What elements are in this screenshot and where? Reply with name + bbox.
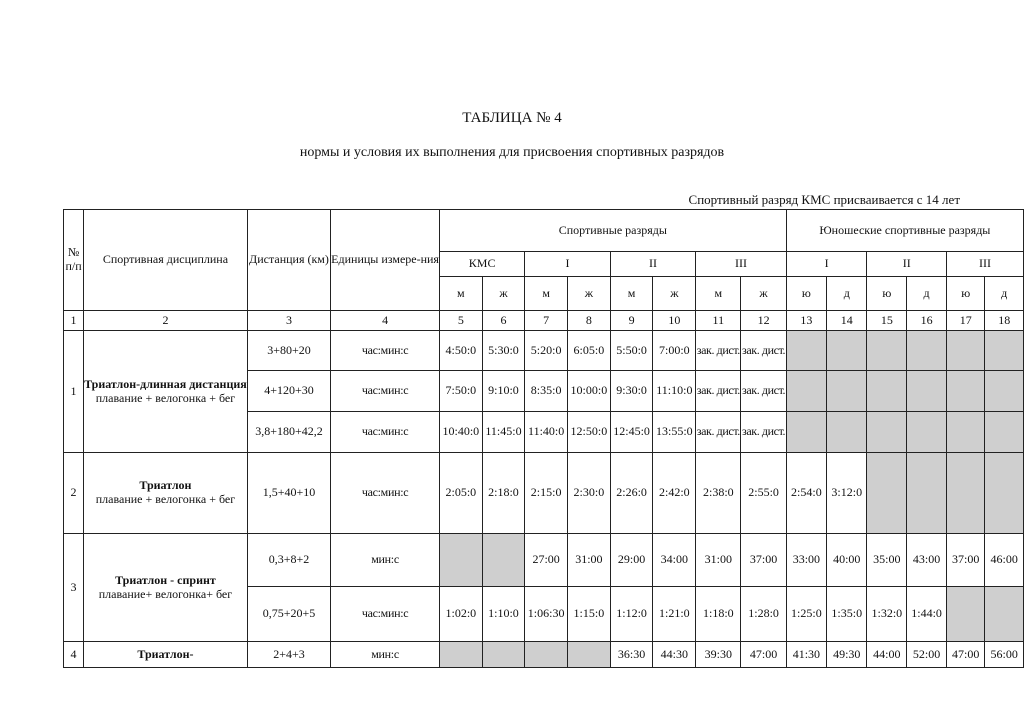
empty-shaded-cell [482, 534, 525, 587]
header-rank-2: II [610, 252, 695, 277]
unit-cell: час:мин:с [331, 331, 440, 371]
norm-value-cell: 10:00:0 [568, 371, 611, 412]
norm-value-cell: 49:30 [827, 642, 867, 668]
distance-cell: 0,75+20+5 [247, 587, 330, 642]
norm-value-cell: 27:00 [525, 534, 568, 587]
empty-shaded-cell [907, 412, 947, 453]
norm-value-cell: 31:00 [696, 534, 741, 587]
norm-value-cell: 1:10:0 [482, 587, 525, 642]
norm-value-cell: 11:45:0 [482, 412, 525, 453]
norm-value-cell: 3:12:0 [827, 453, 867, 534]
norm-value-cell: 7:00:0 [653, 331, 696, 371]
norm-value-cell: 1:32:0 [867, 587, 907, 642]
unit-cell: мин:с [331, 534, 440, 587]
empty-shaded-cell [907, 453, 947, 534]
column-number: 7 [525, 311, 568, 331]
header-female: ж [741, 277, 786, 311]
norm-value-cell: 29:00 [610, 534, 653, 587]
unit-cell: мин:с [331, 642, 440, 668]
discipline-name [84, 642, 248, 668]
table-title: ТАБЛИЦА № 4 [462, 110, 562, 126]
header-male: м [525, 277, 568, 311]
header-discipline: Спортивная дисциплина [84, 210, 248, 311]
column-number: 10 [653, 311, 696, 331]
distance-cell: 3,8+180+42,2 [247, 412, 330, 453]
column-number-row [64, 311, 1024, 331]
empty-shaded-cell [439, 642, 482, 668]
header-kms: КМС [439, 252, 524, 277]
row-index: 1 [64, 331, 84, 453]
norm-value-cell: 2:55:0 [741, 453, 786, 534]
norm-value-cell: 11:10:0 [653, 371, 696, 412]
table-row [64, 453, 1024, 534]
header-boys: ю [786, 277, 826, 311]
empty-shaded-cell [985, 453, 1024, 534]
norm-value-cell: 52:00 [907, 642, 947, 668]
norm-value-cell: 2:30:0 [568, 453, 611, 534]
distance-cell: 0,3+8+2 [247, 534, 330, 587]
column-number: 1 [64, 311, 84, 331]
header-male: м [439, 277, 482, 311]
column-number: 5 [439, 311, 482, 331]
norm-value-cell: зак. дист. [696, 412, 741, 453]
empty-shaded-cell [482, 642, 525, 668]
empty-shaded-cell [439, 534, 482, 587]
header-sport-ranks: Спортивные разряды [439, 210, 786, 252]
header-youth-rank-1: I [786, 252, 867, 277]
discipline-title: Триатлон- [137, 646, 194, 661]
column-number: 15 [867, 311, 907, 331]
row-index: 4 [64, 642, 84, 668]
unit-cell: час:мин:с [331, 371, 440, 412]
header-male: м [610, 277, 653, 311]
distance-cell: 4+120+30 [247, 371, 330, 412]
empty-shaded-cell [946, 331, 984, 371]
norm-value-cell: 2:05:0 [439, 453, 482, 534]
norm-value-cell: 1:12:0 [610, 587, 653, 642]
empty-shaded-cell [946, 453, 984, 534]
discipline-description: плавание + велогонка + бег [95, 492, 236, 506]
norm-value-cell: 41:30 [786, 642, 826, 668]
norm-value-cell: 56:00 [985, 642, 1024, 668]
empty-shaded-cell [985, 371, 1024, 412]
norm-value-cell: 8:35:0 [525, 371, 568, 412]
norm-value-cell: 47:00 [741, 642, 786, 668]
empty-shaded-cell [946, 587, 984, 642]
norm-value-cell: 9:30:0 [610, 371, 653, 412]
norm-value-cell: 44:00 [867, 642, 907, 668]
norm-value-cell: 5:20:0 [525, 331, 568, 371]
discipline-title: Триатлон - спринт [115, 572, 216, 587]
norms-table [63, 209, 1024, 668]
distance-cell: 2+4+3 [247, 642, 330, 668]
norm-value-cell: 2:15:0 [525, 453, 568, 534]
norm-value-cell: 46:00 [985, 534, 1024, 587]
norm-value-cell: зак. дист. [741, 412, 786, 453]
header-male: м [696, 277, 741, 311]
column-number: 16 [907, 311, 947, 331]
norm-value-cell: зак. дист. [696, 371, 741, 412]
norm-value-cell: 1:21:0 [653, 587, 696, 642]
empty-shaded-cell [786, 371, 826, 412]
norm-value-cell: 2:42:0 [653, 453, 696, 534]
column-number: 2 [84, 311, 248, 331]
column-number: 9 [610, 311, 653, 331]
norm-value-cell: 2:18:0 [482, 453, 525, 534]
discipline-name [84, 453, 248, 534]
unit-cell: час:мин:с [331, 587, 440, 642]
empty-shaded-cell [568, 642, 611, 668]
table-subtitle: нормы и условия их выполнения для присвоения спортивных разрядов [299, 145, 725, 160]
empty-shaded-cell [786, 412, 826, 453]
discipline-description: плавание + велогонка + бег [95, 390, 236, 405]
row-index: 2 [64, 453, 84, 534]
norm-value-cell: 2:26:0 [610, 453, 653, 534]
empty-shaded-cell [907, 371, 947, 412]
norm-value-cell: 1:06:30 [525, 587, 568, 642]
distance-cell: 3+80+20 [247, 331, 330, 371]
norm-value-cell: 37:00 [946, 534, 984, 587]
norm-value-cell: 35:00 [867, 534, 907, 587]
norm-value-cell: 9:10:0 [482, 371, 525, 412]
empty-shaded-cell [867, 371, 907, 412]
norm-value-cell: 11:40:0 [525, 412, 568, 453]
header-units: Единицы измере-ния [331, 210, 440, 311]
norm-value-cell: 7:50:0 [439, 371, 482, 412]
header-girls: д [827, 277, 867, 311]
norm-value-cell: 2:54:0 [786, 453, 826, 534]
column-number: 11 [696, 311, 741, 331]
norm-value-cell: 12:45:0 [610, 412, 653, 453]
norm-value-cell: 47:00 [946, 642, 984, 668]
column-number: 14 [827, 311, 867, 331]
norm-value-cell: 33:00 [786, 534, 826, 587]
discipline-name [84, 534, 248, 642]
kms-age-note: Спортивный разряд КМС присваивается с 14 лет [688, 192, 960, 207]
table-row [64, 642, 1024, 668]
norm-value-cell: 1:15:0 [568, 587, 611, 642]
header-distance: Дистанция (км) [247, 210, 330, 311]
header-female: ж [482, 277, 525, 311]
header-youth-rank-3: III [946, 252, 1023, 277]
header-boys: ю [946, 277, 984, 311]
empty-shaded-cell [946, 412, 984, 453]
norm-value-cell: 40:00 [827, 534, 867, 587]
norm-value-cell: 2:38:0 [696, 453, 741, 534]
norm-value-cell: 1:44:0 [907, 587, 947, 642]
header-youth-ranks: Юношеские спортивные разряды [786, 210, 1023, 252]
empty-shaded-cell [946, 371, 984, 412]
norm-value-cell: 1:25:0 [786, 587, 826, 642]
header-number: № п/п [64, 210, 84, 311]
header-youth-rank-2: II [867, 252, 947, 277]
empty-shaded-cell [867, 453, 907, 534]
empty-shaded-cell [985, 587, 1024, 642]
norm-value-cell: 6:05:0 [568, 331, 611, 371]
norm-value-cell: зак. дист. [741, 371, 786, 412]
header-female: ж [568, 277, 611, 311]
empty-shaded-cell [867, 331, 907, 371]
norm-value-cell: 1:28:0 [741, 587, 786, 642]
empty-shaded-cell [827, 412, 867, 453]
norm-value-cell: 43:00 [907, 534, 947, 587]
discipline-title: Триатлон [139, 478, 192, 493]
norm-value-cell: 34:00 [653, 534, 696, 587]
discipline-name [84, 331, 248, 453]
header-girls: д [985, 277, 1024, 311]
column-number: 12 [741, 311, 786, 331]
distance-cell: 1,5+40+10 [247, 453, 330, 534]
norm-value-cell: зак. дист. [696, 331, 741, 371]
norm-value-cell: 1:35:0 [827, 587, 867, 642]
column-number: 8 [568, 311, 611, 331]
empty-shaded-cell [786, 331, 826, 371]
empty-shaded-cell [525, 642, 568, 668]
unit-cell: час:мин:с [331, 453, 440, 534]
norm-value-cell: 39:30 [696, 642, 741, 668]
empty-shaded-cell [985, 331, 1024, 371]
empty-shaded-cell [907, 331, 947, 371]
norm-value-cell: 36:30 [610, 642, 653, 668]
header-rank-1: I [525, 252, 610, 277]
table-row [64, 331, 1024, 371]
norm-value-cell: 1:18:0 [696, 587, 741, 642]
empty-shaded-cell [867, 412, 907, 453]
norm-value-cell: 4:50:0 [439, 331, 482, 371]
discipline-description: плавание+ велогонка+ бег [98, 586, 233, 601]
header-girls: д [907, 277, 947, 311]
table-row [64, 534, 1024, 587]
header-boys: ю [867, 277, 907, 311]
discipline-title: Триатлон-длинная дистанция [84, 376, 247, 391]
column-number: 17 [946, 311, 984, 331]
norm-value-cell: 1:02:0 [439, 587, 482, 642]
norm-value-cell: 12:50:0 [568, 412, 611, 453]
row-index: 3 [64, 534, 84, 642]
norm-value-cell: 44:30 [653, 642, 696, 668]
unit-cell: час:мин:с [331, 412, 440, 453]
norm-value-cell: 5:50:0 [610, 331, 653, 371]
empty-shaded-cell [827, 371, 867, 412]
column-number: 4 [331, 311, 440, 331]
empty-shaded-cell [985, 412, 1024, 453]
norm-value-cell: 10:40:0 [439, 412, 482, 453]
empty-shaded-cell [827, 331, 867, 371]
column-number: 3 [247, 311, 330, 331]
column-number: 6 [482, 311, 525, 331]
header-female: ж [653, 277, 696, 311]
norm-value-cell: 5:30:0 [482, 331, 525, 371]
column-number: 13 [786, 311, 826, 331]
column-number: 18 [985, 311, 1024, 331]
norm-value-cell: 13:55:0 [653, 412, 696, 453]
header-rank-3: III [696, 252, 787, 277]
norm-value-cell: 31:00 [568, 534, 611, 587]
norm-value-cell: зак. дист. [741, 331, 786, 371]
norm-value-cell: 37:00 [741, 534, 786, 587]
